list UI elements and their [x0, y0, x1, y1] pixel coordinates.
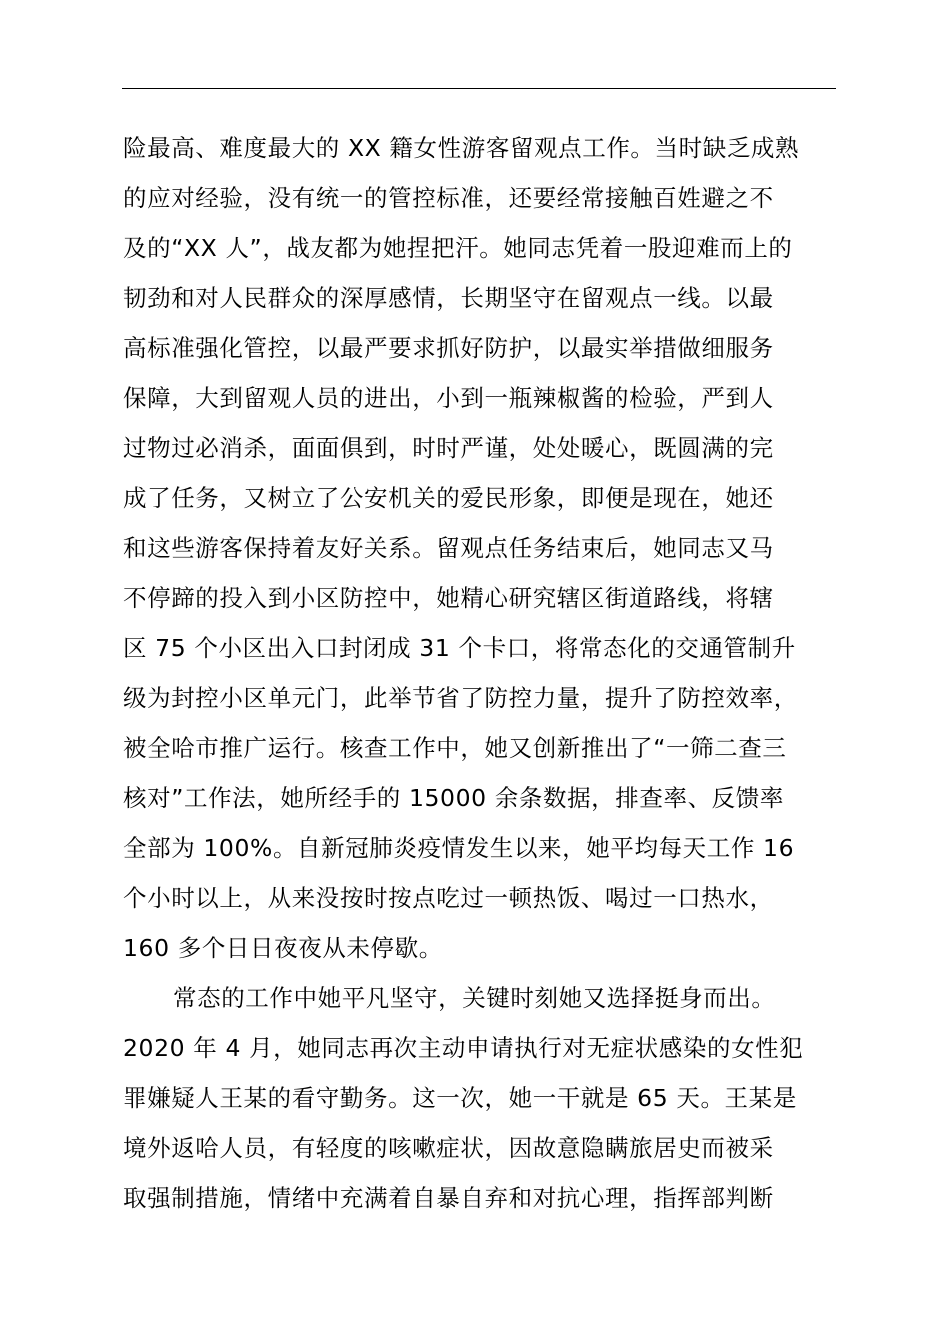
text-line: 罪嫌疑人王某的看守勤务。这一次，她一干就是 65 天。王某是 [123, 1084, 797, 1112]
text-line: 不停蹄的投入到小区防控中，她精心研究辖区街道路线，将辖 [123, 584, 774, 612]
text-line: 核对”工作法，她所经手的 15000 余条数据，排查率、反馈率 [123, 784, 784, 812]
text-line: 保障，大到留观人员的进出，小到一瓶辣椒酱的检验，严到人 [123, 384, 774, 412]
paragraph-1 [123, 123, 883, 973]
text-line: 区 75 个小区出入口封闭成 31 个卡口，将常态化的交通管制升 [123, 634, 796, 662]
text-line: 2020 年 4 月，她同志再次主动申请执行对无症状感染的女性犯 [123, 1034, 804, 1062]
text-line: 被全哈市推广运行。核查工作中，她又创新推出了“一筛二查三 [123, 734, 787, 762]
text-line: 常态的工作中她平凡坚守，关键时刻她又选择挺身而出。 [173, 984, 776, 1012]
text-line: 境外返哈人员，有轻度的咳嗽症状，因故意隐瞒旅居史而被采 [123, 1134, 774, 1162]
text-line: 及的“XX 人”，战友都为她捏把汗。她同志凭着一股迎难而上的 [123, 234, 793, 262]
header-rule [122, 88, 836, 89]
text-line: 个小时以上，从来没按时按点吃过一顿热饭、喝过一口热水， [123, 884, 774, 912]
text-line: 的应对经验，没有统一的管控标准，还要经常接触百姓避之不 [123, 184, 774, 212]
text-line: 韧劲和对人民群众的深厚感情，长期坚守在留观点一线。以最 [123, 284, 774, 312]
text-line: 取强制措施，情绪中充满着自暴自弃和对抗心理，指挥部判断 [123, 1184, 774, 1212]
text-line: 全部为 100%。自新冠肺炎疫情发生以来，她平均每天工作 16 [123, 834, 795, 862]
text-line: 160 多个日日夜夜从未停歇。 [123, 934, 443, 962]
text-line: 级为封控小区单元门，此举节省了防控力量，提升了防控效率， [123, 684, 798, 712]
text-line: 高标准强化管控，以最严要求抓好防护，以最实举措做细服务 [123, 334, 774, 362]
text-line: 成了任务，又树立了公安机关的爱民形象，即便是现在，她还 [123, 484, 774, 512]
text-line: 和这些游客保持着友好关系。留观点任务结束后，她同志又马 [123, 534, 774, 562]
text-line: 险最高、难度最大的 XX 籍女性游客留观点工作。当时缺乏成熟 [123, 134, 800, 162]
document-body [123, 123, 883, 1223]
paragraph-2 [123, 973, 883, 1223]
text-line: 过物过必消杀，面面俱到，时时严谨，处处暖心，既圆满的完 [123, 434, 774, 462]
